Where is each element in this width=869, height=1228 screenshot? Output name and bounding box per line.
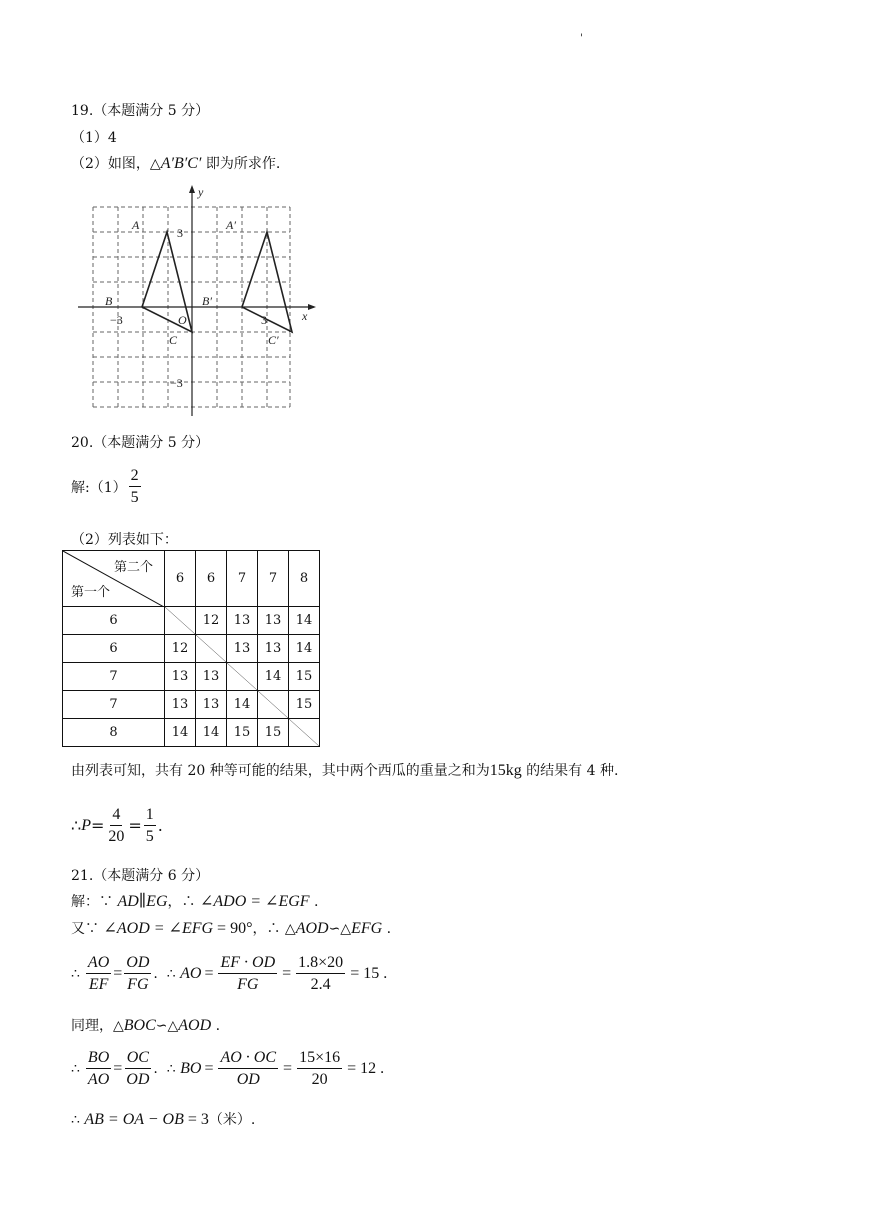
conclusion-text-b: 15kg <box>489 762 522 779</box>
q19-part1: （1）4 <box>71 130 117 146</box>
table-cell: 13 <box>165 691 196 719</box>
table-cell: 14 <box>227 691 258 719</box>
q19-part2-suffix: 即为所求作. <box>201 156 281 172</box>
fraction-numerator: OC <box>125 1048 151 1069</box>
row-label: 6 <box>63 607 165 635</box>
coordinate-figure <box>70 180 330 420</box>
row-label: 7 <box>63 663 165 691</box>
text: . <box>211 1018 221 1034</box>
p-var: P <box>81 816 91 834</box>
corner-top-label: 第二个 <box>113 560 153 575</box>
p-equals: = <box>90 816 105 835</box>
q21-line1 <box>71 891 318 911</box>
row-label: 7 <box>63 691 165 719</box>
equals: = <box>113 1059 123 1077</box>
axis-y-label: y <box>198 185 204 199</box>
fraction-numerator: AO · OC <box>218 1048 278 1069</box>
table-cell: 12 <box>165 635 196 663</box>
equals: = <box>282 964 292 982</box>
equals: = <box>283 1059 293 1077</box>
text: . <box>309 894 319 910</box>
table-cell: 13 <box>258 607 289 635</box>
table-cell: 15 <box>258 719 289 747</box>
fraction-denominator: AO <box>87 1071 110 1088</box>
table-row <box>63 719 320 747</box>
fraction <box>218 953 277 994</box>
axis-x-label: x <box>302 309 308 323</box>
fraction <box>86 1048 111 1089</box>
text: ，∴ <box>167 894 200 910</box>
table-cell: 15 <box>227 719 258 747</box>
q21-line5 <box>71 1048 384 1089</box>
math: EG <box>146 893 168 910</box>
text: ∽△ <box>155 1018 179 1034</box>
q19-part2-math: A′B′C′ <box>160 155 202 172</box>
text: 解：∵ <box>71 894 118 910</box>
parallel-symbol: ∥ <box>138 893 147 910</box>
q19-part2-prefix: （2）如图，△ <box>71 156 161 172</box>
table-cell: 13 <box>258 635 289 663</box>
fraction-numerator: EF · OD <box>218 953 277 974</box>
table-cell: 14 <box>165 719 196 747</box>
fraction-denominator: OD <box>126 1071 150 1088</box>
math: BO <box>180 1059 202 1077</box>
fraction <box>218 1048 278 1089</box>
text: . ∴ <box>153 1060 181 1077</box>
fraction <box>86 953 111 994</box>
result: = 12 . <box>347 1059 385 1077</box>
table-row <box>63 607 320 635</box>
q19-header: 19.（本题满分 5 分） <box>71 103 210 119</box>
label-c1: C′ <box>268 333 279 347</box>
table-cell: 13 <box>227 635 258 663</box>
text: ∽△ <box>328 921 352 937</box>
therefore-symbol: ∴ <box>71 1060 80 1077</box>
q20-part2: （2）列表如下： <box>71 532 178 548</box>
tick-y-3: 3 <box>177 226 183 240</box>
therefore-symbol: ∴ <box>71 965 80 982</box>
text: 同理，△ <box>71 1018 124 1034</box>
table-cell: 14 <box>196 719 227 747</box>
row-label: 6 <box>63 635 165 663</box>
fraction-denominator: EF <box>88 976 109 993</box>
fraction-numerator: 2 <box>129 466 141 487</box>
conclusion-text-a: 由列表可知，共有 20 种等可能的结果，其中两个西瓜的重量之和为 <box>71 763 490 779</box>
col-header: 6 <box>165 551 196 607</box>
table-cell: 14 <box>258 663 289 691</box>
p-prefix: ∴ <box>71 816 82 835</box>
text: ，∴ △ <box>252 921 296 937</box>
equals: = <box>204 1059 214 1077</box>
q20-part1 <box>71 466 143 507</box>
diagonal-cell <box>227 663 258 691</box>
math: BOC <box>123 1017 156 1034</box>
label-a1: A′ <box>226 218 236 232</box>
math: ∠ADO = ∠EGF <box>199 893 310 910</box>
q20-conclusion <box>71 760 618 780</box>
fraction-denominator: OD <box>236 1071 260 1088</box>
table-cell: 15 <box>289 691 320 719</box>
fraction-numerator: OD <box>124 953 151 974</box>
q21-line2 <box>71 918 391 938</box>
row-label: 8 <box>63 719 165 747</box>
q21-header: 21.（本题满分 6 分） <box>71 868 210 884</box>
text: ∴ <box>71 1112 85 1128</box>
text: （米）. <box>208 1112 256 1128</box>
table-cell: 13 <box>196 691 227 719</box>
label-a: A <box>132 218 140 232</box>
fraction-denominator: FG <box>237 976 259 993</box>
diagonal-cell <box>258 691 289 719</box>
page-mark: ' <box>580 33 583 44</box>
fraction-denominator: 20 <box>108 828 125 845</box>
math: AOD <box>178 1017 212 1034</box>
table-cell: 14 <box>289 635 320 663</box>
table-cell: 13 <box>165 663 196 691</box>
table-row <box>63 691 320 719</box>
col-header: 6 <box>196 551 227 607</box>
diagonal-cell <box>196 635 227 663</box>
math: AD <box>117 893 139 910</box>
table-cell: 14 <box>289 607 320 635</box>
col-header: 7 <box>227 551 258 607</box>
corner-bottom-label: 第一个 <box>71 585 111 600</box>
origin-label: O <box>178 313 187 327</box>
fraction-numerator: 15×16 <box>297 1048 342 1069</box>
tick-x-3: 3 <box>261 313 267 327</box>
table-cell: 13 <box>227 607 258 635</box>
equals: = <box>113 964 123 982</box>
table-cell: 13 <box>196 663 227 691</box>
equals: = <box>204 964 214 982</box>
fraction-numerator: 1.8×20 <box>296 953 345 974</box>
text: 又∵ <box>71 921 104 937</box>
label-c: C <box>169 333 178 347</box>
fraction-numerator: 1 <box>144 805 156 826</box>
text: . <box>382 921 392 937</box>
fraction <box>124 953 151 994</box>
table-row <box>63 663 320 691</box>
diagonal-cell <box>165 607 196 635</box>
p-fraction-1 <box>106 805 126 846</box>
math: EFG <box>351 920 383 937</box>
math: AB = OA − OB <box>84 1111 184 1128</box>
p-equals: = <box>128 816 142 835</box>
q20-part1-prefix: 解:（1） <box>71 479 127 496</box>
text: . ∴ <box>153 965 181 982</box>
math: ∠AOD = ∠EFG <box>103 920 214 937</box>
math: AO <box>180 964 202 982</box>
fraction-numerator: BO <box>86 1048 111 1069</box>
math: = 3 <box>183 1111 209 1128</box>
diagonal-cell <box>289 719 320 747</box>
col-header: 8 <box>289 551 320 607</box>
q21-line6 <box>71 1109 255 1129</box>
fraction-numerator: 4 <box>110 805 122 826</box>
fraction-denominator: 5 <box>145 828 154 845</box>
q20-part1-fraction <box>129 466 141 507</box>
table-cell: 12 <box>196 607 227 635</box>
math: = 90° <box>213 920 253 937</box>
conclusion-text-c: 的结果有 4 种. <box>521 763 619 779</box>
col-header: 7 <box>258 551 289 607</box>
axes <box>78 185 316 416</box>
fraction-denominator: 2.4 <box>310 976 331 993</box>
q21-line3 <box>71 953 387 994</box>
q19-part2 <box>71 153 280 173</box>
q20-probability <box>71 805 163 846</box>
table-row <box>63 635 320 663</box>
label-b1: B′ <box>202 294 212 308</box>
fraction-denominator: 20 <box>311 1071 328 1088</box>
fraction <box>124 1048 151 1089</box>
math: AOD <box>295 920 329 937</box>
fraction <box>297 1048 342 1089</box>
tick-x-neg3: −3 <box>110 313 123 327</box>
fraction-denominator: FG <box>127 976 149 993</box>
table-cell: 15 <box>289 663 320 691</box>
table-corner-cell <box>63 551 165 607</box>
label-b: B <box>105 294 113 308</box>
result: = 15 . <box>350 964 388 982</box>
fraction-numerator: AO <box>86 953 111 974</box>
p-fraction-2 <box>144 805 156 846</box>
fraction-denominator: 5 <box>130 489 139 506</box>
fraction <box>296 953 345 994</box>
probability-table <box>62 550 320 747</box>
q20-header: 20.（本题满分 5 分） <box>71 435 210 451</box>
q21-line4 <box>71 1015 220 1035</box>
p-end: . <box>157 816 163 835</box>
tick-y-neg3: −3 <box>170 376 183 390</box>
